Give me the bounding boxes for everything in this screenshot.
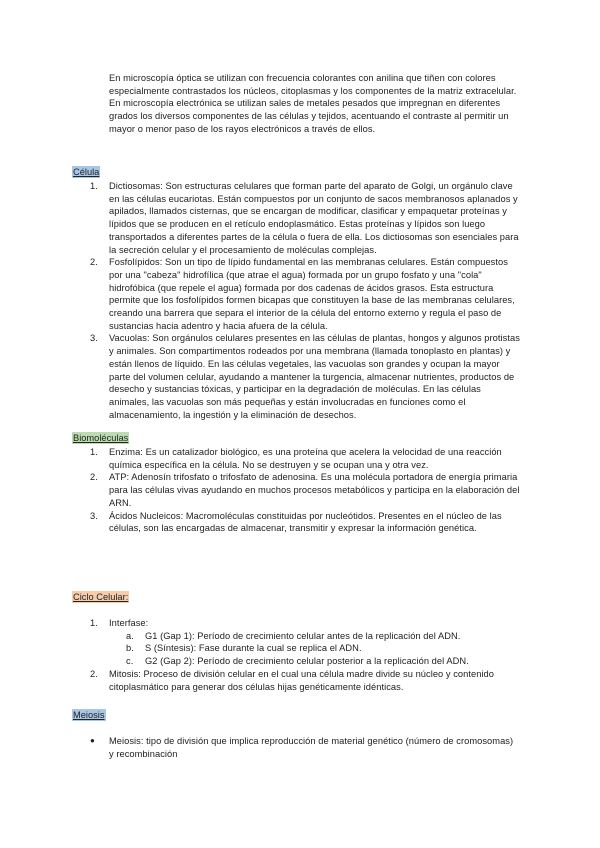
sublist-item bbox=[109, 655, 520, 668]
intro-paragraph-electronic: En microscopía electrónica se utilizan sales de metales pesados que impregnan en diferentes grados los diversos componentes de las células y tejidos, acentuando el contraste al permitir un mayor o menor paso de los rayos electrónicos a través de ellos. bbox=[109, 98, 509, 134]
list-item-text: Mitosis: Proceso de división celular en el cual una célula madre divide su núcleo y contenido citoplasmático para generar dos células hijas genéticamente idénticas. bbox=[109, 668, 494, 692]
list-item-text: Enzima: Es un catalizador biológico, es una proteína que acelera la velocidad de una reacción química específica en la célula. No se destruyen y se ocupan una y otra vez. bbox=[109, 447, 502, 470]
list-number: 1. bbox=[90, 447, 98, 457]
list-item bbox=[90, 256, 520, 332]
ciclo-list bbox=[90, 617, 520, 693]
list-item-text: Dictiosomas: Son estructuras celulares que forman parte del aparato de Golgi, un orgánulo clave en las células eucariotas. Están compuestos por un conjunto de sacos membranosos aplanados y apilados, llamados cisternas, que se encargan de modificar, clasificar y empaquetar proteínas y lípidos que se producen en el retículo endoplasmático. Estas proteínas y lípidos son luego transportados a diferentes partes de la célula o fuera de ella. Los dictiosomas son esenciales para la secreción celular y el procesamiento de moléculas complejas. bbox=[109, 181, 519, 255]
list-number: 1. bbox=[90, 618, 98, 628]
list-item bbox=[90, 510, 520, 535]
celula-list bbox=[90, 180, 520, 421]
meiosis-list bbox=[90, 735, 520, 760]
intro-paragraph-optical: En microscopía óptica se utilizan con frecuencia colorantes con anilina que tiñen con colores especialmente contrastados los núcleos, citoplasmas y los componentes de la matriz extracelular. bbox=[109, 73, 517, 96]
sublist-item bbox=[109, 642, 520, 655]
section-heading-celula: Célula bbox=[73, 167, 100, 177]
list-item-text: ATP: Adenosín trifosfato o trifosfato de adenosina. Es una molécula portadora de energía primaria para las células vivas ayudando en muchos procesos metabólicos y participa en la elaboración del ARN. bbox=[109, 472, 520, 508]
list-item bbox=[90, 332, 520, 421]
list-item-text: Fosfolípidos: Son un tipo de lípido fundamental en las membranas celulares. Están compuestos por una "cabeza" hidrofílica (que atrae el agua) formada por un grupo fosfato y una "cola" hidrofóbica (que repele el agua) formada por dos cadenas de ácidos grasos. Esta estructura permite que los fosfolípidos formen bicapas que constituyen la base de las membranas celulares, creando una barrera que separa el interior de la célula del entorno externo y regula el paso de sustancias hacia adentro y hacia afuera de la célula. bbox=[109, 257, 515, 331]
section-heading-meiosis: Meiosis bbox=[73, 710, 105, 720]
list-item-text: Ácidos Nucleicos: Macromoléculas constituidas por nucleótidos. Presentes en el núcleo de las células, son las encargadas de almacenar, transmitir y expresar la información genética. bbox=[109, 510, 502, 534]
sublist-item-text: G2 (Gap 2): Período de crecimiento celular posterior a la replicación del ADN. bbox=[145, 656, 469, 667]
list-item bbox=[90, 446, 520, 471]
sublist-item bbox=[109, 630, 520, 643]
section-heading-biomoleculas: Biomoléculas bbox=[73, 433, 129, 443]
intro-paragraphs bbox=[109, 72, 529, 136]
list-item bbox=[90, 471, 520, 509]
list-number: 3. bbox=[90, 510, 98, 521]
list-number: 3. bbox=[90, 333, 98, 344]
bullet-icon: ● bbox=[90, 736, 95, 745]
list-item bbox=[90, 668, 520, 693]
sublist-item-text: S (Síntesis): Fase durante la cual se replica el ADN. bbox=[145, 643, 362, 654]
list-number: 2. bbox=[90, 668, 98, 679]
list-item-text: Interfase: bbox=[109, 618, 149, 628]
biomoleculas-list bbox=[90, 446, 520, 535]
sublist-letter: c. bbox=[126, 656, 134, 667]
sublist-letter: a. bbox=[126, 630, 134, 641]
list-number: 2. bbox=[90, 257, 98, 268]
interfase-sublist bbox=[109, 630, 520, 668]
sublist-letter: b. bbox=[126, 643, 134, 654]
list-item-text: Meiosis: tipo de división que implica reproducción de material genético (número de cromosomas) y recombinación bbox=[109, 736, 514, 759]
list-item-text: Vacuolas: Son orgánulos celulares presentes en las células de plantas, hongos y algunos protistas y animales. Son compartimentos rodeados por una membrana (llamada tonoplasto en plantas) y están llenos de líquido. En las células vegetales, las vacuolas son grandes y ocupan la mayor parte del volumen celular, ayudando a mantener la turgencia, almacenar nutrientes, productos de desecho y sustancias tóxicas, y participar en la degradación de moléculas. En las células animales, las vacuolas son más pequeñas y están involucradas en funciones como el almacenamiento, la ingestión y la eliminación de desechos. bbox=[109, 333, 520, 420]
list-number: 1. bbox=[90, 181, 98, 191]
sublist-item-text: G1 (Gap 1): Período de crecimiento celular antes de la replicación del ADN. bbox=[145, 630, 461, 641]
list-item bbox=[90, 617, 520, 668]
list-item bbox=[90, 735, 520, 760]
list-number: 2. bbox=[90, 472, 98, 483]
section-heading-ciclo-celular: Ciclo Celular: bbox=[73, 592, 129, 602]
list-item bbox=[90, 180, 520, 256]
